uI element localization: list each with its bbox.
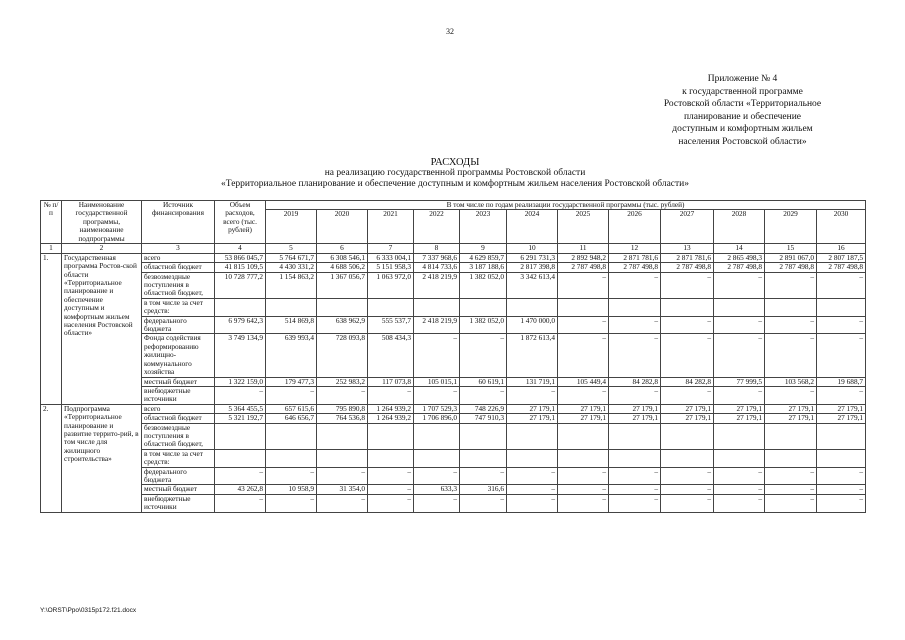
year-value [558, 449, 609, 467]
table-row [41, 386, 866, 404]
financing-source: Фонда содействия реформированию жилищно-коммунального хозяйства [142, 334, 215, 377]
financing-source: всего [142, 253, 215, 262]
year-value: – [558, 386, 609, 404]
year-value: – [714, 467, 765, 485]
year-value: 2 865 498,3 [714, 253, 765, 262]
financing-source: всего [142, 404, 215, 413]
file-path-footer: Y:\ORST\Ppo\0315p172.f21.docx [40, 607, 137, 614]
year-value [317, 423, 368, 449]
title-line-2: на реализацию государственной программы Ростовской области [324, 168, 586, 178]
table-row [41, 334, 866, 377]
year-value: 2 787 498,8 [609, 263, 661, 272]
year-value: 1 367 056,7 [317, 272, 368, 298]
financing-source: федерального бюджета [142, 467, 215, 485]
appendix-line: доступным и комфортным жильем [672, 124, 813, 135]
table-row [41, 316, 866, 334]
year-value: 105 015,1 [414, 377, 460, 386]
year-value: 179 477,3 [266, 377, 317, 386]
year-value [507, 423, 558, 449]
year-value: – [765, 467, 817, 485]
year-value [765, 298, 817, 316]
year-value [817, 449, 866, 467]
column-number: 3 [142, 244, 215, 253]
header-volume: Объем расходов, всего (тыс. рублей) [215, 201, 266, 244]
row-number: 1. [41, 253, 62, 404]
year-value [507, 298, 558, 316]
year-value: 1 872 613,4 [507, 334, 558, 377]
header-year: 2024 [507, 210, 558, 244]
header-year: 2030 [817, 210, 866, 244]
year-value: 131 719,1 [507, 377, 558, 386]
year-value [414, 449, 460, 467]
year-value: 2 418 219,9 [414, 272, 460, 298]
column-numbers-row [41, 244, 866, 253]
total-value: 6 979 642,3 [215, 316, 266, 334]
financing-source: безвозмездные поступления в областной бюджет, [142, 423, 215, 449]
year-value [609, 423, 661, 449]
year-value: – [507, 494, 558, 512]
column-number: 7 [368, 244, 414, 253]
year-value: 1 706 896,0 [414, 414, 460, 423]
year-value: 4 629 859,7 [460, 253, 507, 262]
year-value: – [817, 386, 866, 404]
year-value: – [817, 494, 866, 512]
year-value: 728 093,8 [317, 334, 368, 377]
year-value: – [609, 334, 661, 377]
year-value: – [317, 467, 368, 485]
year-value: – [817, 334, 866, 377]
year-value: – [414, 334, 460, 377]
total-value: 5 321 192,7 [215, 414, 266, 423]
financing-source: областной бюджет [142, 414, 215, 423]
total-value [215, 449, 266, 467]
year-value: 27 179,1 [817, 414, 866, 423]
column-number: 6 [317, 244, 368, 253]
year-value: – [765, 485, 817, 494]
year-value: – [414, 467, 460, 485]
table-row [41, 423, 866, 449]
year-value: 2 787 498,8 [558, 263, 609, 272]
year-value: – [317, 494, 368, 512]
year-value: – [609, 386, 661, 404]
total-value: 5 364 455,5 [215, 404, 266, 413]
year-value: 84 282,8 [609, 377, 661, 386]
year-value: 316,6 [460, 485, 507, 494]
year-value: 1 382 052,0 [460, 316, 507, 334]
financing-source: местный бюджет [142, 485, 215, 494]
year-value: – [661, 272, 714, 298]
year-value [266, 298, 317, 316]
year-value [661, 449, 714, 467]
year-value: 27 179,1 [765, 404, 817, 413]
year-value: – [507, 485, 558, 494]
year-value: – [714, 494, 765, 512]
year-value: – [558, 485, 609, 494]
expenses-table [40, 200, 866, 513]
total-value: 3 749 134,9 [215, 334, 266, 377]
page-number: 32 [446, 27, 454, 36]
header-year: 2029 [765, 210, 817, 244]
header-year: 2026 [609, 210, 661, 244]
year-value: – [266, 467, 317, 485]
title-line-1: РАСХОДЫ [430, 157, 480, 168]
year-value [609, 298, 661, 316]
column-number: 5 [266, 244, 317, 253]
year-value: – [817, 467, 866, 485]
year-value: 4 430 331,2 [266, 263, 317, 272]
year-value: 1 063 972,0 [368, 272, 414, 298]
year-value: 1 707 529,3 [414, 404, 460, 413]
year-value: – [714, 272, 765, 298]
column-number: 15 [765, 244, 817, 253]
year-value [817, 298, 866, 316]
year-value: – [460, 386, 507, 404]
total-value: 43 262,8 [215, 485, 266, 494]
year-value: 103 568,2 [765, 377, 817, 386]
year-value: – [765, 334, 817, 377]
header-by-years: В том числе по годам реализации государственной программы (тыс. рублей) [266, 201, 866, 210]
year-value: – [266, 386, 317, 404]
year-value: 27 179,1 [765, 414, 817, 423]
year-value: – [414, 386, 460, 404]
column-number: 1 [41, 244, 62, 253]
year-value: 3 342 613,4 [507, 272, 558, 298]
year-value: – [765, 386, 817, 404]
header-year: 2022 [414, 210, 460, 244]
year-value: – [368, 485, 414, 494]
year-value: 646 656,7 [266, 414, 317, 423]
header-year: 2025 [558, 210, 609, 244]
header-year: 2028 [714, 210, 765, 244]
table-header-row [41, 201, 866, 210]
year-value: 27 179,1 [558, 414, 609, 423]
year-value: – [368, 467, 414, 485]
year-value: – [266, 494, 317, 512]
column-number: 10 [507, 244, 558, 253]
year-value: 6 308 546,1 [317, 253, 368, 262]
year-value: – [609, 316, 661, 334]
financing-source: внебюджетные источники [142, 494, 215, 512]
table-row [41, 485, 866, 494]
table-row [41, 404, 866, 413]
year-value: – [714, 334, 765, 377]
year-value: 5 764 671,7 [266, 253, 317, 262]
year-value [266, 423, 317, 449]
year-value: 77 999,5 [714, 377, 765, 386]
header-year: 2019 [266, 210, 317, 244]
year-value: 638 962,9 [317, 316, 368, 334]
total-value: 41 815 109,5 [215, 263, 266, 272]
year-value: 2 418 219,9 [414, 316, 460, 334]
year-value [317, 449, 368, 467]
year-value: 84 282,8 [661, 377, 714, 386]
column-number: 13 [661, 244, 714, 253]
year-value: 555 537,7 [368, 316, 414, 334]
year-value: 2 787 498,8 [714, 263, 765, 272]
year-value: – [817, 485, 866, 494]
column-number: 4 [215, 244, 266, 253]
year-value: – [558, 334, 609, 377]
year-value: 252 983,2 [317, 377, 368, 386]
year-value: 27 179,1 [558, 404, 609, 413]
appendix-line: планирование и обеспечение [683, 111, 802, 122]
year-value: – [765, 494, 817, 512]
year-value: 2 787 498,8 [817, 263, 866, 272]
header-source: Источник финансирования [142, 201, 215, 244]
year-value [558, 298, 609, 316]
total-value: 10 728 777,2 [215, 272, 266, 298]
table-row [41, 467, 866, 485]
year-value [368, 423, 414, 449]
column-number: 14 [714, 244, 765, 253]
year-value: 60 619,1 [460, 377, 507, 386]
column-number: 11 [558, 244, 609, 253]
year-value: – [507, 386, 558, 404]
year-value: – [558, 316, 609, 334]
year-value: – [714, 485, 765, 494]
document-title [40, 157, 870, 190]
year-value: 4 688 506,2 [317, 263, 368, 272]
header-name: Наименование государственной программы, наименование подпрограммы [62, 201, 142, 244]
table-row [41, 298, 866, 316]
year-value: – [817, 272, 866, 298]
year-value: 657 615,6 [266, 404, 317, 413]
year-value: – [609, 467, 661, 485]
year-value: – [661, 316, 714, 334]
year-value [609, 449, 661, 467]
year-value [558, 423, 609, 449]
year-value: – [661, 386, 714, 404]
title-line-3: «Территориальное планирование и обеспечение доступным и комфортным жильем населения Ростовской области» [221, 179, 689, 189]
year-value [414, 423, 460, 449]
year-value: 2 817 398,8 [507, 263, 558, 272]
year-value: – [661, 467, 714, 485]
appendix-line: населения Ростовской области» [678, 136, 807, 147]
year-value: 27 179,1 [507, 404, 558, 413]
year-value: 1 382 052,0 [460, 272, 507, 298]
table-row [41, 494, 866, 512]
year-value: 27 179,1 [661, 404, 714, 413]
year-value: 27 179,1 [609, 404, 661, 413]
year-value: 1 264 939,2 [368, 404, 414, 413]
year-value [507, 449, 558, 467]
year-value: 2 871 781,6 [661, 253, 714, 262]
year-value: – [817, 316, 866, 334]
header-year: 2020 [317, 210, 368, 244]
year-value: 27 179,1 [714, 414, 765, 423]
year-value: 508 434,3 [368, 334, 414, 377]
year-value: – [558, 467, 609, 485]
year-value: 7 337 968,6 [414, 253, 460, 262]
year-value: – [765, 316, 817, 334]
total-value [215, 298, 266, 316]
financing-source: безвозмездные поступления в областной бюджет, [142, 272, 215, 298]
year-value: 795 890,8 [317, 404, 368, 413]
column-number: 9 [460, 244, 507, 253]
year-value [714, 298, 765, 316]
header-year: 2027 [661, 210, 714, 244]
year-value [817, 423, 866, 449]
year-value: 748 226,9 [460, 404, 507, 413]
row-number: 2. [41, 404, 62, 512]
year-value [765, 423, 817, 449]
program-name: Подпрограмма «Территориальное планирование и развитие террито-рий, в том числе для жилищного строительства» [62, 404, 142, 512]
appendix-note [640, 73, 845, 149]
column-number: 16 [817, 244, 866, 253]
year-value: 2 892 948,2 [558, 253, 609, 262]
table-row [41, 377, 866, 386]
year-value: – [661, 494, 714, 512]
year-value: 27 179,1 [609, 414, 661, 423]
year-value: – [317, 386, 368, 404]
appendix-line: Приложение № 4 [707, 74, 778, 84]
year-value: – [507, 467, 558, 485]
year-value: 764 536,8 [317, 414, 368, 423]
year-value: 27 179,1 [507, 414, 558, 423]
year-value: – [460, 494, 507, 512]
year-value [266, 449, 317, 467]
year-value: – [414, 494, 460, 512]
year-value: 10 958,9 [266, 485, 317, 494]
year-value: 2 871 781,6 [609, 253, 661, 262]
table-row [41, 414, 866, 423]
year-value: 514 869,8 [266, 316, 317, 334]
year-value: – [368, 386, 414, 404]
year-value [414, 298, 460, 316]
year-value: – [558, 272, 609, 298]
financing-source: в том числе за счет средств: [142, 449, 215, 467]
total-value: 53 866 045,7 [215, 253, 266, 262]
year-value [368, 298, 414, 316]
header-year: 2023 [460, 210, 507, 244]
year-value: 3 187 188,6 [460, 263, 507, 272]
year-value: – [714, 316, 765, 334]
table-row [41, 449, 866, 467]
year-value: 117 073,8 [368, 377, 414, 386]
year-value: – [609, 494, 661, 512]
financing-source: местный бюджет [142, 377, 215, 386]
year-value: – [558, 494, 609, 512]
year-value: – [661, 334, 714, 377]
year-value [714, 449, 765, 467]
year-value: 31 354,0 [317, 485, 368, 494]
header-num: № п/п [41, 201, 62, 244]
year-value: 1 264 939,2 [368, 414, 414, 423]
year-value [661, 423, 714, 449]
year-value: – [609, 272, 661, 298]
year-value: – [460, 467, 507, 485]
year-value: 27 179,1 [817, 404, 866, 413]
year-value: 747 910,3 [460, 414, 507, 423]
financing-source: областной бюджет [142, 263, 215, 272]
appendix-line: к государственной программе [682, 86, 803, 97]
year-value: 2 807 187,5 [817, 253, 866, 262]
year-value: 4 814 733,6 [414, 263, 460, 272]
year-value: 2 787 498,8 [765, 263, 817, 272]
table-row [41, 263, 866, 272]
total-value [215, 423, 266, 449]
total-value: – [215, 386, 266, 404]
total-value: 1 322 159,0 [215, 377, 266, 386]
year-value: – [714, 386, 765, 404]
year-value: 1 470 000,0 [507, 316, 558, 334]
year-value: 6 291 731,3 [507, 253, 558, 262]
year-value [661, 298, 714, 316]
financing-source: федерального бюджета [142, 316, 215, 334]
financing-source: в том числе за счет средств: [142, 298, 215, 316]
program-name: Государственная программа Ростов-ской области «Территориальное планирование и обеспечение доступным и комфортным жильем населения Ростовской области» [62, 253, 142, 404]
year-value [714, 423, 765, 449]
year-value: 27 179,1 [714, 404, 765, 413]
year-value [460, 423, 507, 449]
year-value [765, 449, 817, 467]
column-number: 2 [62, 244, 142, 253]
year-value: – [368, 494, 414, 512]
column-number: 12 [609, 244, 661, 253]
year-value: 6 333 004,1 [368, 253, 414, 262]
year-value: 2 891 067,0 [765, 253, 817, 262]
year-value: – [460, 334, 507, 377]
year-value: 27 179,1 [661, 414, 714, 423]
total-value: – [215, 494, 266, 512]
year-value: 639 993,4 [266, 334, 317, 377]
year-value: – [609, 485, 661, 494]
total-value: – [215, 467, 266, 485]
column-number: 8 [414, 244, 460, 253]
year-value: – [661, 485, 714, 494]
appendix-line: Ростовской области «Территориальное [663, 99, 822, 110]
year-value: 633,3 [414, 485, 460, 494]
header-year: 2021 [368, 210, 414, 244]
year-value [460, 298, 507, 316]
year-value [368, 449, 414, 467]
financing-source: внебюджетные источники [142, 386, 215, 404]
year-value [317, 298, 368, 316]
year-value: 1 154 863,2 [266, 272, 317, 298]
year-value: 19 688,7 [817, 377, 866, 386]
year-value: 5 151 958,3 [368, 263, 414, 272]
year-value: 2 787 498,8 [661, 263, 714, 272]
table-row [41, 253, 866, 262]
year-value: 105 449,4 [558, 377, 609, 386]
table-row [41, 272, 866, 298]
year-value: – [765, 272, 817, 298]
year-value [460, 449, 507, 467]
